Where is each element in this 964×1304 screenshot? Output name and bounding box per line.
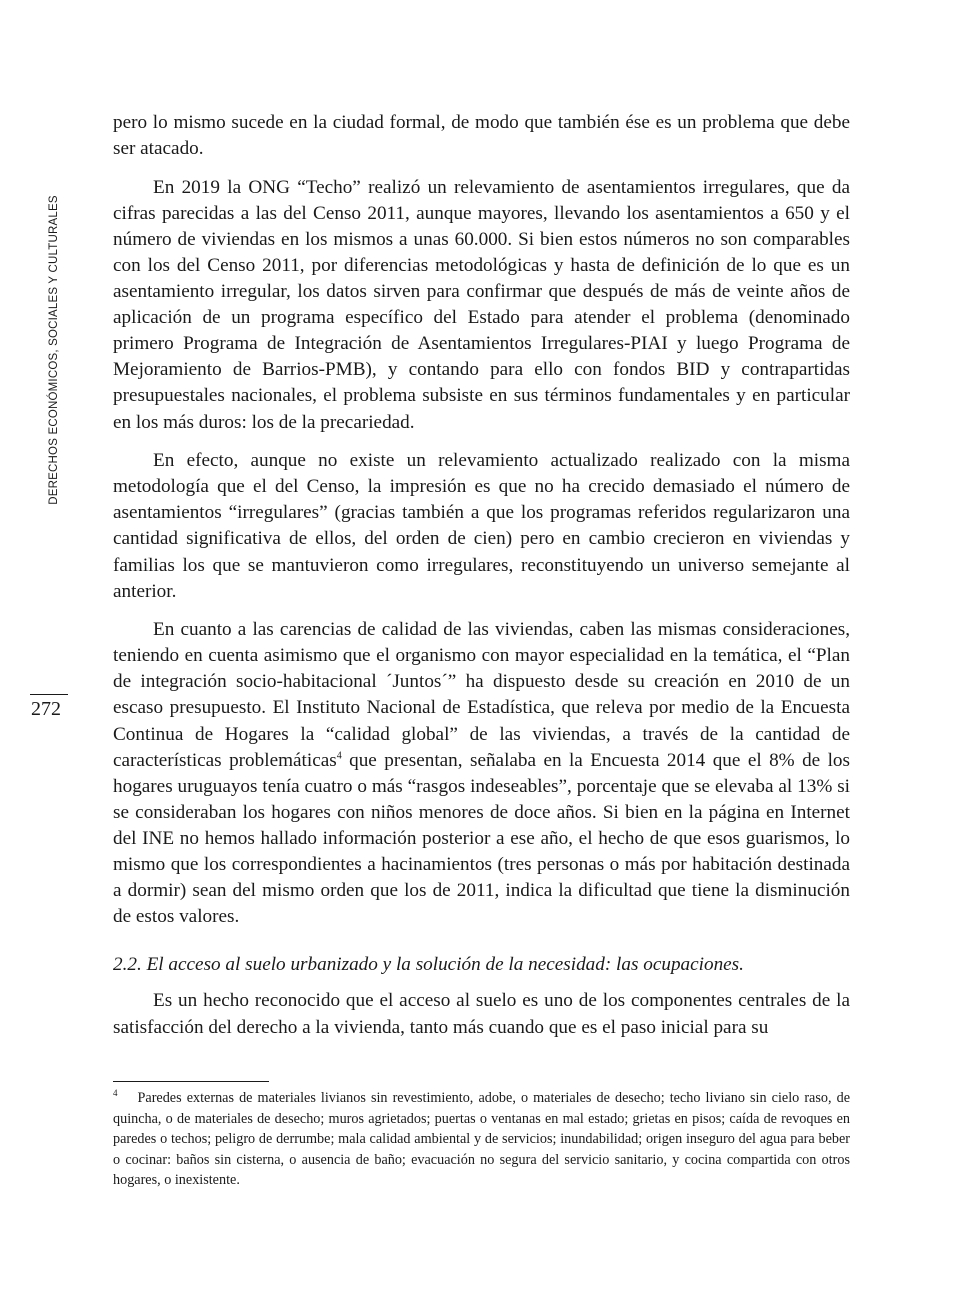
footnote-text: Paredes externas de materiales livianos sin revestimiento, adobe, o materiales de desecho; techo liviano sin cielo raso, de quincha, o de materiales de desecho; muros agrietados; puertas o ventanas en mal estado; grietas en pisos; caída de revoques en paredes o techos; peligro de derrumbe; mala calidad ambiental y de servicios; inundabilidad; origen inseguro del agua para beber o cocinar: baños sin cisterna, o ausencia de baño; evacuación no segura del servicio sanitario, y cocina compartida con otros hogares, o inexistente. (113, 1090, 850, 1188)
footnote (113, 1088, 850, 1191)
paragraph-2: En 2019 la ONG “Techo” realizó un relevamiento de asentamientos irregulares, que da cifras parecidas a las del Censo 2011, aunque mayores, llevando los asentamientos a 650 y el número de viviendas en los mismos a unas 60.000. Si bien estos números no son comparables con los del Censo 2011, por diferencias metodológicas y hasta de definición de lo que es un asentamiento irregular, los datos sirven para confirmar que después de más de veinte años de aplicación de un programa específico del Estado para atender el problema (denominado primero Programa de Integración de Asentamientos Irregulares-PIAI y luego Programa de Mejoramiento de Barrios-PMB), y contando para ello con fondos BID y contrapartidas presupuestales nacionales, el problema subsiste en sus términos fundamentales y en particular en los más duros: los de la precariedad. (113, 176, 850, 433)
page-number-rule (30, 694, 68, 695)
paragraph-4-part-1: En cuanto a las carencias de calidad de las viviendas, caben las mismas consideraciones, teniendo en cuenta asimismo que el organismo con mayor especialidad en la temática, el “Plan de integración socio-habitacional ´Juntos´” ha dispuesto desde su creación en 2010 de un escaso presupuesto. El Instituto Nacional de Estadística, que releva por medio de la Encuesta Continua de Hogares la “calidad global” de las viviendas, a través de la cantidad de características problemáticas (113, 619, 850, 771)
paragraph-3: En efecto, aunque no existe un relevamiento actualizado realizado con la misma metodología que el del Censo, la impresión es que no ha crecido demasiado el número de asentamientos “irregulares” (gracias también a que los programas referidos regularizaron una cantidad significativa de ellos, del orden de cien) pero en cambio crecieron en viviendas y familias los que se mantuvieron como irregulares, reconstituyendo un universo semejante al anterior. (113, 450, 850, 602)
footnote-mark: 4 (113, 1088, 118, 1099)
paragraph-5: Es un hecho reconocido que el acceso al suelo es uno de los componentes centrales de la satisfacción del derecho a la vivienda, tanto más cuando que es el paso inicial para su (113, 990, 850, 1038)
page-number: 272 (31, 698, 61, 720)
paragraph-1: pero lo mismo sucede en la ciudad formal, de modo que también ése es un problema que debe ser atacado. (113, 112, 850, 160)
footnote-separator (113, 1081, 269, 1082)
body-text (113, 110, 850, 1053)
footnote-reference[interactable]: 4 (336, 750, 342, 762)
section-heading: 2.2. El acceso al suelo urbanizado y la solución de la necesidad: las ocupaciones. (113, 954, 744, 976)
paragraph-4 (113, 617, 850, 930)
running-header: DERECHOS ECONÓMICOS, SOCIALES Y CULTURALES (48, 195, 60, 505)
paragraph-4-part-2: que presentan, señalaba en la Encuesta 2014 que el 8% de los hogares uruguayos tenía cuatro o más “rasgos indeseables”, porcentaje que se elevaba al 13% si se consideraban los hogares con niños menores de doce años. Si bien en la página en Internet del INE no hemos hallado información posterior a ese año, el hecho de que esos guarismos, lo mismo que los correspondientes a hacinamientos (tres personas o más por habitación destinada a dormir) sean del mismo orden que los de 2011, indica la dificultad que tiene la disminución de estos valores. (113, 749, 850, 928)
